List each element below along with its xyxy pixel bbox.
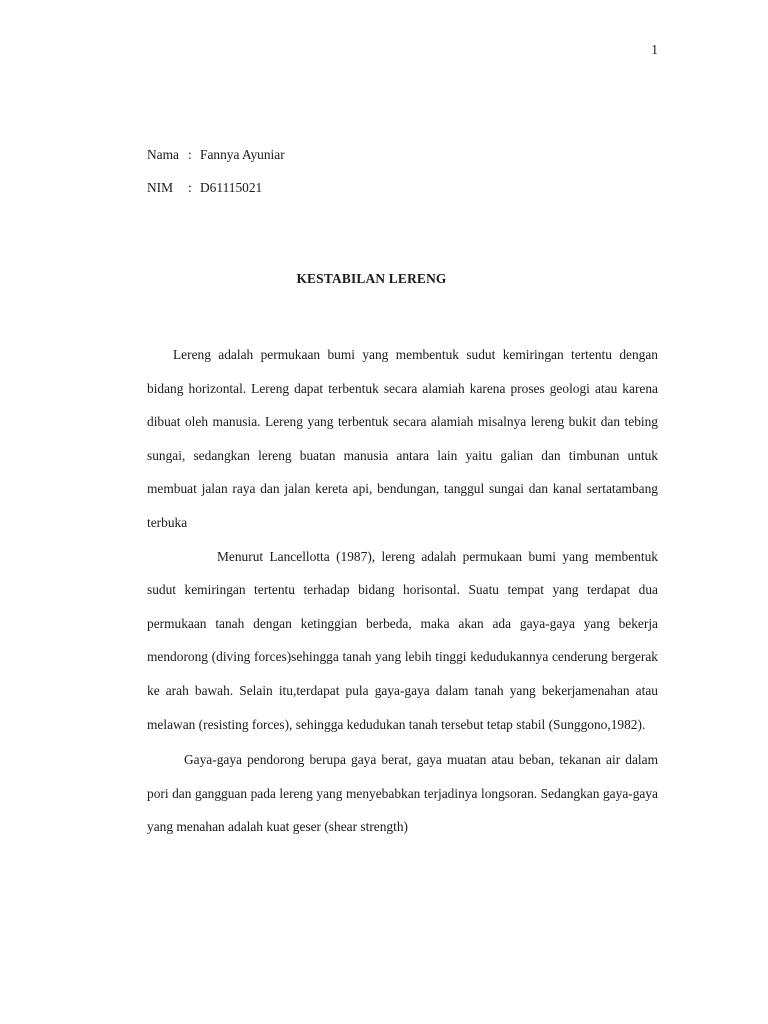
nim-row xyxy=(147,171,285,204)
name-row xyxy=(147,138,285,171)
name-value: Fannya Ayuniar xyxy=(200,147,285,162)
body-text xyxy=(147,338,658,844)
name-separator: : xyxy=(188,147,192,162)
paragraph: Menurut Lancellotta (1987), lereng adalah permukaan bumi yang membentuk sudut kemiringan tertentu terhadap bidang horisontal. Suatu tempat yang terdapat dua permukaan tanah dengan ketinggian berbeda, maka akan ada gaya-gaya yang bekerja mendorong (diving forces)sehingga tanah yang lebih tinggi kedudukannya cenderung bergerak ke arah bawah. Selain itu,terdapat pula gaya-gaya dalam tanah yang bekerjamenahan atau melawan (resisting forces), sehingga kedudukan tanah tersebut tetap stabil (Sunggono,1982). xyxy=(147,548,658,732)
name-label: Nama xyxy=(147,147,179,162)
nim-value: D61115021 xyxy=(200,180,263,195)
identity-block xyxy=(147,138,285,204)
nim-separator: : xyxy=(188,180,192,195)
nim-label: NIM xyxy=(147,180,174,195)
page-number: 1 xyxy=(651,42,658,57)
paragraph: Gaya-gaya pendorong berupa gaya berat, gaya muatan atau beban, tekanan air dalam pori dan gangguan pada lereng yang menyebabkan terjadinya longsoran. Sedangkan gaya-gaya yang menahan adalah kuat geser (shear strength) xyxy=(147,752,658,835)
document-title: KESTABILAN LERENG xyxy=(296,271,447,286)
paragraph: Lereng adalah permukaan bumi yang membentuk sudut kemiringan tertentu dengan bidang horizontal. Lereng dapat terbentuk secara alamiah karena proses geologi atau karena dibuat oleh manusia. Lereng yang terbentuk secara alamiah misalnya lereng bukit dan tebing sungai, sedangkan lereng buatan manusia antara lain yaitu galian dan timbunan untuk membuat jalan raya dan jalan kereta api, bendungan, tanggul sungai dan kanal sertatambang terbuka xyxy=(147,347,658,530)
